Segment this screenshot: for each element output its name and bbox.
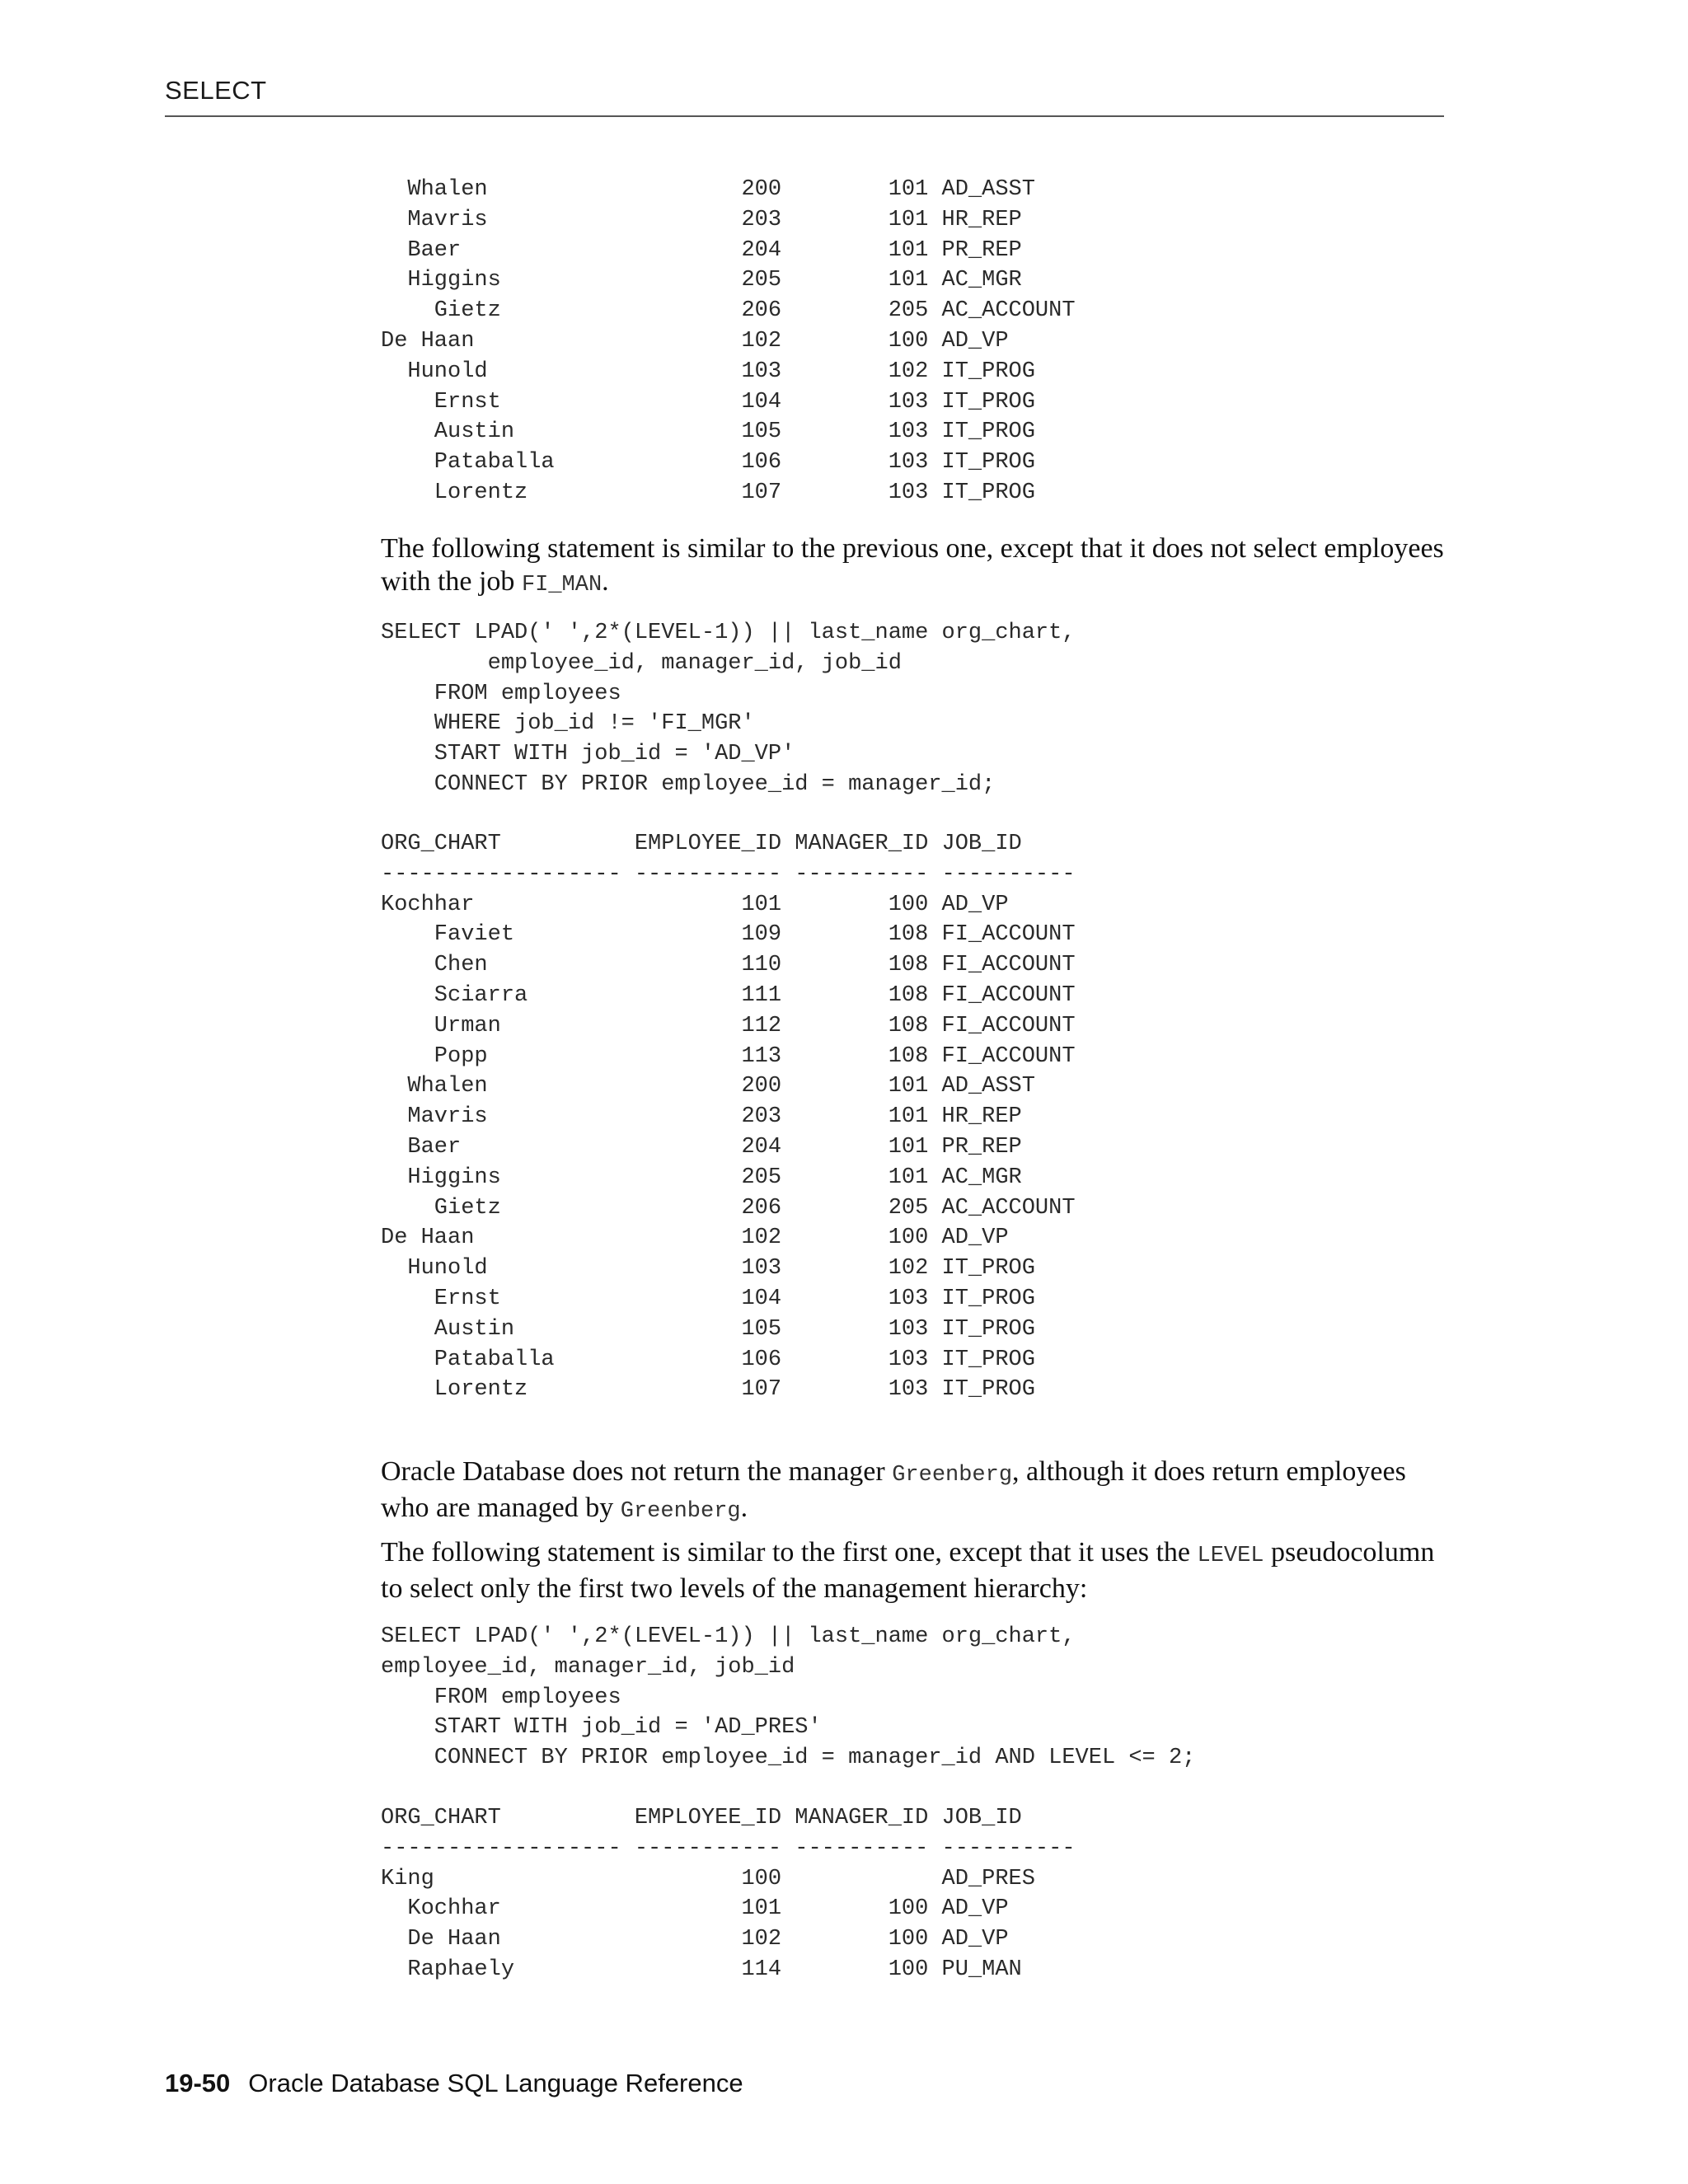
sql-query-level-limit: SELECT LPAD(' ',2*(LEVEL-1)) || last_name org_chart, employee_id, manager_id, job_id FROM employees START WITH job_id = 'AD_PRES' CONNECT BY PRIOR employee_id = manager_id AND LEVEL <= 2; <box>381 1624 1196 1771</box>
paragraph-text: pseudocolumn to select only the first two levels of the management hierarchy: <box>381 1537 1435 1604</box>
query-result-table-2: ORG_CHART EMPLOYEE_ID MANAGER_ID JOB_ID ------------------ ----------- ---------- ---------- Kochhar 101 100 AD_VP Faviet 109 108 FI_ACCOUNT Chen 110 108 FI_ACCOUNT Sciarra 111 108 FI_ACCOUNT Urman 112 108 FI_ACCOUNT Popp 113 108 FI_ACCOUNT Whalen 200 101 AD_ASST Mavris 203 101 HR_REP Baer 204 101 PR_REP Higgins 205 101 AC_MGR Gietz 206 205 AC_ACCOUNT De Haan 102 100 AD_VP Hunold 103 102 IT_PROG Ernst 104 103 IT_PROG Austin 105 103 IT_PROG Pataballa 106 103 IT_PROG Lorentz 107 103 IT_PROG <box>381 832 1076 1403</box>
inline-code-greenberg: Greenberg <box>620 1499 741 1524</box>
paragraph-text: The following statement is similar to the first one, except that it uses the <box>381 1537 1198 1568</box>
paragraph-text: The following statement is similar to the previous one, except that it does not select employees with the job <box>381 533 1444 597</box>
inline-code-job: FI_MAN <box>521 573 603 598</box>
query-result-table-3: ORG_CHART EMPLOYEE_ID MANAGER_ID JOB_ID ------------------ ----------- ---------- ---------- King 100 AD_PRES Kochhar 101 100 AD_VP De Haan 102 100 AD_VP Raphaely 114 100 PU_MAN <box>381 1806 1076 1982</box>
paragraph-text: . <box>602 566 609 597</box>
paragraph-greenberg-note <box>381 1455 1444 1528</box>
inline-code-level: LEVEL <box>1197 1544 1264 1568</box>
paragraph-text: , although it does return employees who are managed by <box>381 1456 1406 1523</box>
sql-query-exclude-fi-mgr: SELECT LPAD(' ',2*(LEVEL-1)) || last_name org_chart, employee_id, manager_id, job_id FROM employees WHERE job_id != 'FI_MGR' START WITH job_id = 'AD_VP' CONNECT BY PRIOR employee_id = manager_id; <box>381 621 1076 797</box>
running-header-section-title: SELECT <box>165 76 267 105</box>
page-number: 19-50 <box>165 2069 231 2097</box>
query-output-continued: Whalen 200 101 AD_ASST Mavris 203 101 HR_REP Baer 204 101 PR_REP Higgins 205 101 AC_MGR Gietz 206 205 AC_ACCOUNT De Haan 102 100 AD_VP Hunold 103 102 IT_PROG Ernst 104 103 IT_PROG Austin 105 103 IT_PROG Pataballa 106 103 IT_PROG Lorentz 107 103 IT_PROG <box>381 177 1076 505</box>
page-footer <box>165 2069 743 2098</box>
header-divider <box>165 115 1444 117</box>
paragraph-level-pseudocolumn <box>381 1536 1444 1605</box>
book-title: Oracle Database SQL Language Reference <box>248 2069 743 2097</box>
inline-code-greenberg: Greenberg <box>892 1463 1013 1488</box>
paragraph-text: Oracle Database does not return the manager <box>381 1456 893 1487</box>
paragraph-text: . <box>740 1493 748 1523</box>
paragraph-exclude-job <box>381 532 1444 602</box>
